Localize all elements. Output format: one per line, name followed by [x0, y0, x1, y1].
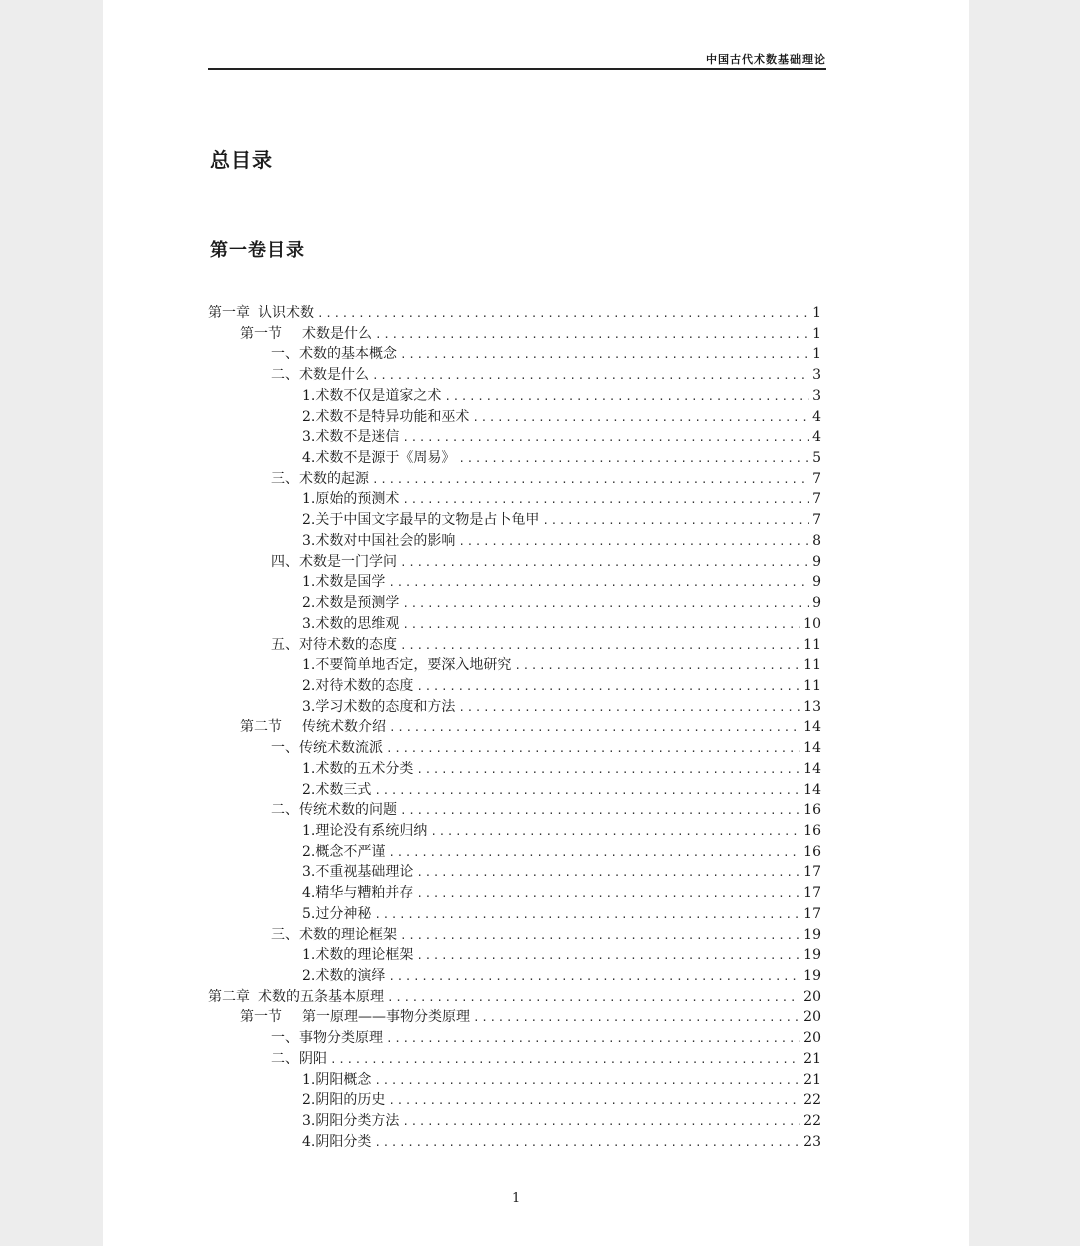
toc-entry-page: 11: [803, 677, 821, 694]
dot-leader: [386, 1032, 800, 1045]
dot-leader: [400, 804, 800, 817]
toc-entry: [208, 654, 821, 675]
toc-entry: [208, 551, 821, 572]
toc-entry: [208, 1089, 821, 1110]
toc-entry-title: 2.术数的演绎: [302, 968, 386, 984]
dot-leader: [430, 825, 800, 838]
toc-entry-label: [302, 571, 385, 591]
toc-entry-page: 3: [812, 387, 821, 404]
toc-entry-label: [271, 364, 369, 384]
toc-entry: [208, 468, 821, 489]
toc-entry: [208, 924, 821, 945]
toc-entry-label: [271, 737, 383, 757]
toc-entry-title: 1.理论没有系统归纳: [302, 822, 428, 839]
toc-entry: [208, 634, 821, 655]
toc-entry-label: [302, 675, 413, 695]
toc-entry-page: 5: [812, 450, 821, 467]
toc-entry-page: 17: [803, 905, 821, 922]
table-of-contents: [208, 302, 821, 1151]
toc-entry: [208, 1069, 821, 1090]
toc-entry-page: 11: [803, 657, 821, 674]
toc-entry: [208, 488, 821, 509]
toc-entry-page: 1: [812, 305, 821, 321]
toc-entry-label: [271, 799, 397, 819]
dot-leader: [374, 1074, 800, 1087]
toc-entry: [208, 965, 821, 986]
toc-entry-label: [271, 343, 397, 363]
toc-entry-title: 二、阴阳: [271, 1050, 327, 1067]
dot-leader: [400, 348, 809, 361]
contents-heading: 总目录: [210, 148, 273, 172]
toc-entry-page: 3: [812, 367, 821, 384]
toc-entry-page: 19: [803, 968, 821, 984]
dot-leader: [387, 991, 800, 1004]
toc-entry-title: 一、传统术数流派: [271, 740, 383, 757]
dot-leader: [388, 970, 800, 983]
toc-entry-page: 13: [803, 698, 821, 715]
toc-entry-page: 17: [803, 864, 821, 881]
toc-entry-label: [302, 696, 455, 716]
toc-entry-label: [302, 944, 413, 964]
toc-entry-page: 14: [803, 719, 821, 736]
toc-entry-page: 7: [812, 491, 821, 508]
toc-entry-label: [302, 820, 427, 840]
running-header: 中国古代术数基础理论: [706, 53, 826, 66]
toc-entry: [208, 779, 821, 800]
toc-entry: [208, 364, 821, 385]
toc-entry-page: 16: [803, 822, 821, 839]
toc-entry-page: 20: [803, 1009, 821, 1026]
toc-entry: [208, 385, 821, 406]
dot-leader: [388, 846, 800, 859]
dot-leader: [444, 390, 809, 403]
toc-entry-label: [302, 1069, 371, 1089]
toc-entry: [208, 302, 821, 323]
toc-entry-title: 1.不要简单地否定，要深入地研究: [302, 657, 512, 674]
toc-entry-title: 1.术数不仅是道家之术: [302, 387, 442, 404]
toc-entry-page: 20: [803, 988, 821, 1005]
toc-entry-page: 10: [803, 615, 821, 632]
dot-leader: [374, 784, 800, 797]
toc-entry-label: [302, 841, 385, 861]
dot-leader: [402, 618, 800, 631]
toc-entry-page: 22: [803, 1092, 821, 1109]
toc-entry-label: [271, 468, 369, 488]
dot-leader: [388, 576, 809, 589]
toc-entry: [208, 406, 821, 427]
header-rule: [208, 68, 826, 70]
dot-leader: [542, 514, 809, 527]
toc-entry-title: 三、术数的理论框架: [271, 926, 397, 943]
toc-entry-page: 8: [812, 532, 821, 549]
document-page: [103, 0, 969, 1246]
toc-entry-title: 3.阴阳分类方法: [302, 1113, 400, 1130]
toc-entry-title: 二、传统术数的问题: [271, 802, 397, 819]
toc-entry-page: 14: [803, 760, 821, 777]
toc-entry-title: 2.阴阳的历史: [302, 1092, 386, 1109]
toc-entry: [208, 426, 821, 447]
dot-leader: [400, 639, 800, 652]
toc-entry-label: [302, 488, 399, 508]
toc-entry-number: 第一节: [240, 325, 282, 342]
toc-entry-label: [271, 1048, 327, 1068]
dot-leader: [416, 763, 800, 776]
toc-entry-label: [302, 385, 441, 405]
toc-entry-label: [271, 634, 397, 654]
toc-entry: [208, 675, 821, 696]
toc-entry: [208, 509, 821, 530]
toc-entry-page: 9: [812, 574, 821, 591]
toc-entry-label: [271, 551, 397, 571]
toc-entry-number: 第一节: [240, 1009, 282, 1026]
toc-entry-title: 1.阴阳概念: [302, 1071, 372, 1088]
toc-entry-title: 3.术数的思维观: [302, 615, 400, 632]
toc-entry: [208, 799, 821, 820]
toc-entry-title: 一、术数的基本概念: [271, 346, 397, 363]
dot-leader: [400, 929, 800, 942]
toc-entry: [208, 323, 821, 344]
toc-entry-label: [302, 426, 399, 446]
toc-entry-title: 3.学习术数的态度和方法: [302, 698, 456, 715]
toc-entry-page: 1: [812, 346, 821, 363]
toc-entry-page: 23: [803, 1133, 821, 1150]
toc-entry-label: [240, 1006, 470, 1026]
dot-leader: [317, 307, 809, 320]
dot-leader: [402, 597, 809, 610]
toc-entry: [208, 737, 821, 758]
toc-entry-title: 术数是什么: [302, 325, 372, 342]
toc-entry-page: 9: [812, 553, 821, 570]
toc-entry-title: 4.术数不是源于《周易》: [302, 450, 456, 467]
toc-entry-page: 21: [803, 1050, 821, 1067]
dot-leader: [389, 721, 800, 734]
toc-entry-title: 2.关于中国文字最早的文物是占卜龟甲: [302, 512, 540, 529]
toc-entry-label: [302, 903, 371, 923]
toc-entry-page: 4: [812, 429, 821, 446]
toc-entry-title: 3.术数不是迷信: [302, 429, 400, 446]
toc-entry-title: 1.术数是国学: [302, 574, 386, 591]
toc-entry-title: 4.精华与糟粕并存: [302, 885, 414, 902]
toc-entry-page: 9: [812, 595, 821, 612]
toc-entry-page: 16: [803, 843, 821, 860]
toc-entry-number: 第二章: [208, 988, 250, 1005]
toc-entry-page: 14: [803, 740, 821, 757]
toc-entry-page: 4: [812, 408, 821, 425]
toc-entry-title: 1.术数的理论框架: [302, 947, 414, 964]
toc-entry-page: 20: [803, 1030, 821, 1047]
toc-entry-page: 21: [803, 1071, 821, 1088]
toc-entry-page: 7: [812, 512, 821, 529]
dot-leader: [374, 908, 800, 921]
dot-leader: [402, 493, 809, 506]
toc-entry: [208, 758, 821, 779]
dot-leader: [416, 680, 800, 693]
toc-entry-label: [302, 406, 469, 426]
toc-entry-label: [302, 779, 371, 799]
toc-entry-title: 2.术数是预测学: [302, 595, 400, 612]
toc-entry: [208, 447, 821, 468]
toc-entry-page: 11: [803, 636, 821, 653]
toc-entry: [208, 1110, 821, 1131]
toc-entry-label: [302, 965, 385, 985]
toc-entry-page: 19: [803, 926, 821, 943]
toc-entry-page: 17: [803, 885, 821, 902]
toc-entry-title: 术数的五条基本原理: [258, 988, 384, 1005]
dot-leader: [473, 1011, 800, 1024]
toc-entry: [208, 613, 821, 634]
toc-entry-page: 16: [803, 802, 821, 819]
toc-entry: [208, 716, 821, 737]
toc-entry-title: 5.过分神秘: [302, 905, 372, 922]
toc-entry-title: 认识术数: [258, 305, 314, 321]
toc-entry: [208, 986, 821, 1007]
toc-entry-label: [302, 592, 399, 612]
dot-leader: [386, 742, 800, 755]
toc-entry-label: [271, 1027, 383, 1047]
toc-entry-title: 2.术数不是特异功能和巫术: [302, 408, 470, 425]
toc-entry-title: 3.不重视基础理论: [302, 864, 414, 881]
toc-entry: [208, 861, 821, 882]
dot-leader: [375, 328, 809, 341]
toc-entry-label: [208, 302, 314, 322]
toc-entry-label: [302, 613, 399, 633]
toc-entry: [208, 696, 821, 717]
toc-entry-label: [302, 530, 455, 550]
dot-leader: [416, 949, 800, 962]
toc-entry: [208, 903, 821, 924]
toc-entry-number: 第二节: [240, 719, 282, 736]
dot-leader: [472, 411, 809, 424]
toc-entry-label: [302, 1131, 371, 1151]
toc-entry: [208, 1006, 821, 1027]
volume-contents-heading: 第一卷目录: [210, 240, 305, 261]
toc-entry: [208, 571, 821, 592]
toc-entry: [208, 530, 821, 551]
dot-leader: [372, 369, 809, 382]
dot-leader: [402, 1115, 800, 1128]
toc-entry-label: [302, 1089, 385, 1109]
toc-entry-number: 第一章: [208, 305, 250, 321]
dot-leader: [374, 1136, 800, 1149]
toc-entry-title: 传统术数介绍: [302, 719, 386, 736]
toc-entry-label: [302, 861, 413, 881]
toc-entry-title: 1.术数的五术分类: [302, 760, 414, 777]
toc-entry-title: 一、事物分类原理: [271, 1030, 383, 1047]
toc-entry-label: [302, 509, 539, 529]
dot-leader: [372, 473, 809, 486]
toc-entry-title: 四、术数是一门学问: [271, 553, 397, 570]
toc-entry-label: [271, 924, 397, 944]
toc-entry: [208, 820, 821, 841]
dot-leader: [458, 701, 800, 714]
dot-leader: [388, 1094, 800, 1107]
dot-leader: [458, 452, 809, 465]
dot-leader: [514, 659, 800, 672]
toc-entry-label: [302, 447, 455, 467]
toc-entry-title: 1.原始的预测术: [302, 491, 400, 508]
dot-leader: [400, 556, 809, 569]
toc-entry: [208, 1131, 821, 1152]
toc-entry-label: [302, 654, 511, 674]
toc-entry-title: 2.对待术数的态度: [302, 677, 414, 694]
toc-entry-title: 4.阴阳分类: [302, 1133, 372, 1150]
dot-leader: [458, 535, 809, 548]
toc-entry-page: 1: [812, 325, 821, 342]
toc-entry-page: 19: [803, 947, 821, 964]
toc-entry-label: [302, 1110, 399, 1130]
toc-entry-label: [240, 716, 386, 736]
toc-entry: [208, 1027, 821, 1048]
toc-entry-title: 五、对待术数的态度: [271, 636, 397, 653]
page-number: 1: [512, 1191, 521, 1206]
toc-entry: [208, 592, 821, 613]
toc-entry-title: 二、术数是什么: [271, 367, 369, 384]
toc-entry-page: 14: [803, 781, 821, 798]
toc-entry: [208, 343, 821, 364]
toc-entry: [208, 841, 821, 862]
toc-entry-label: [240, 323, 372, 343]
toc-entry-title: 3.术数对中国社会的影响: [302, 532, 456, 549]
dot-leader: [330, 1053, 800, 1066]
toc-entry-page: 22: [803, 1113, 821, 1130]
dot-leader: [416, 887, 800, 900]
toc-entry: [208, 882, 821, 903]
toc-entry: [208, 944, 821, 965]
toc-entry-title: 第一原理——事物分类原理: [302, 1009, 470, 1026]
toc-entry-label: [302, 882, 413, 902]
toc-entry: [208, 1048, 821, 1069]
toc-entry-title: 2.术数三式: [302, 781, 372, 798]
toc-entry-label: [302, 758, 413, 778]
dot-leader: [416, 866, 800, 879]
toc-entry-page: 7: [812, 470, 821, 487]
dot-leader: [402, 431, 809, 444]
toc-entry-title: 三、术数的起源: [271, 470, 369, 487]
toc-entry-title: 2.概念不严谨: [302, 843, 386, 860]
toc-entry-label: [208, 986, 384, 1006]
